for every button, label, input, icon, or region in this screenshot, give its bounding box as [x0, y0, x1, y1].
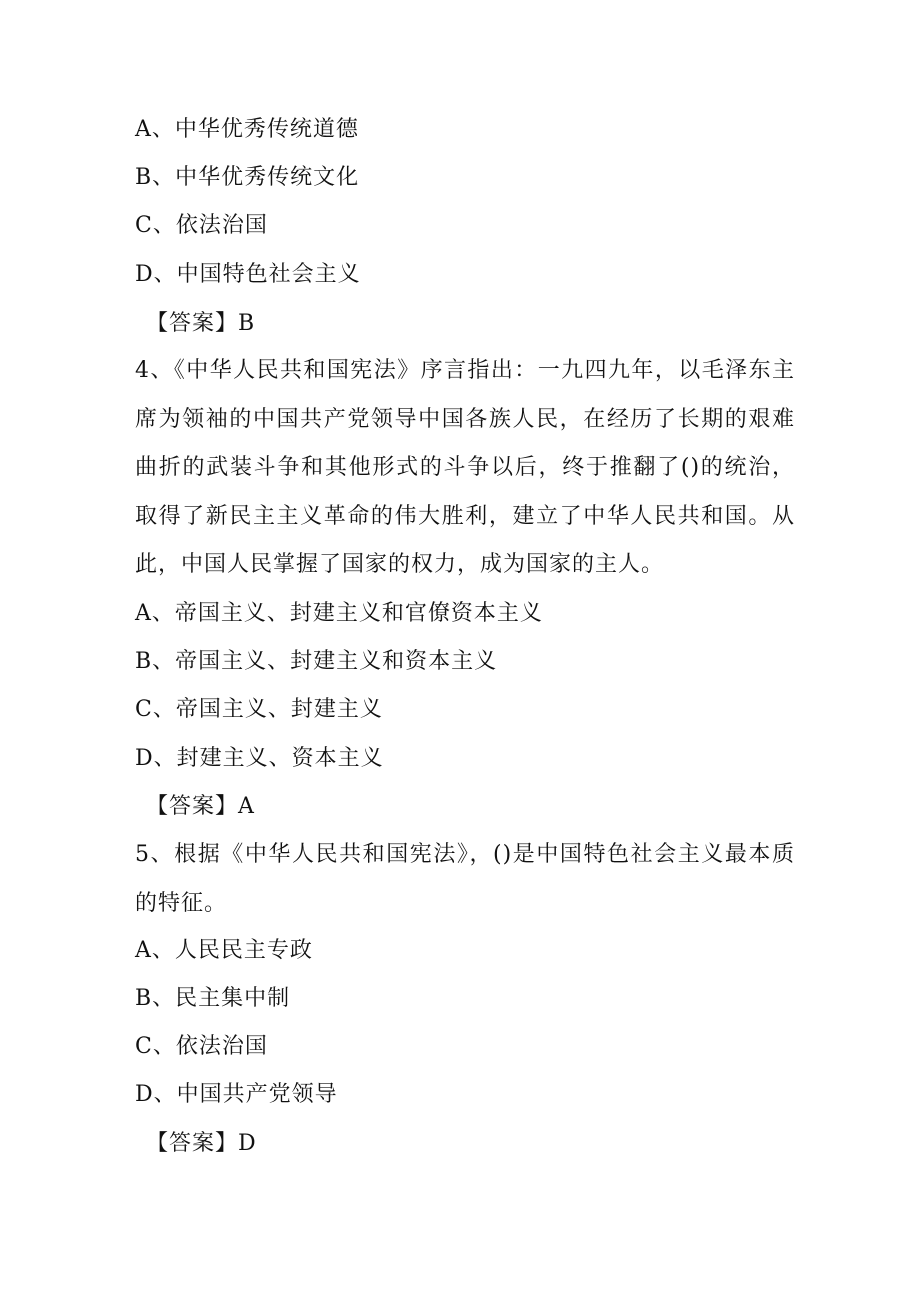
- q5-question: 5、根据《中华人民共和国宪法》，()是中国特色社会主义最本质的特征。: [135, 842, 795, 916]
- q5-option-a: A、人民民主专政: [135, 938, 313, 963]
- q3-option-d: D、中国特色社会主义: [135, 262, 361, 287]
- q5-option-c: C、依法治国: [135, 1034, 268, 1059]
- q5-answer: 【答案】D: [146, 1131, 257, 1156]
- q3-answer: 【答案】B: [146, 311, 256, 336]
- q4-question: 4、《中华人民共和国宪法》序言指出：一九四九年，以毛泽东主席为领袖的中国共产党领导中国各族人民，在经历了长期的艰难曲折的武装斗争和其他形式的斗争以后，终于推翻了()的统治，取得了新民主主义革命的伟大胜利，建立了中华人民共和国。从此，中国人民掌握了国家的权力，成为国家的主人。: [135, 358, 795, 577]
- q5-option-d: D、中国共产党领导: [135, 1082, 338, 1107]
- q3-option-a: A、中华优秀传统道德: [135, 117, 359, 142]
- q5-option-b: B、民主集中制: [135, 986, 291, 1011]
- q3-option-b: B、中华优秀传统文化: [135, 165, 360, 190]
- q4-option-d: D、封建主义、资本主义: [135, 746, 384, 771]
- q4-option-c: C、帝国主义、封建主义: [135, 697, 383, 722]
- q4-option-a: A、帝国主义、封建主义和官僚资本主义: [135, 601, 543, 626]
- q4-option-b: B、帝国主义、封建主义和资本主义: [135, 649, 498, 674]
- q4-answer: 【答案】A: [146, 794, 255, 819]
- q3-option-c: C、依法治国: [135, 213, 268, 238]
